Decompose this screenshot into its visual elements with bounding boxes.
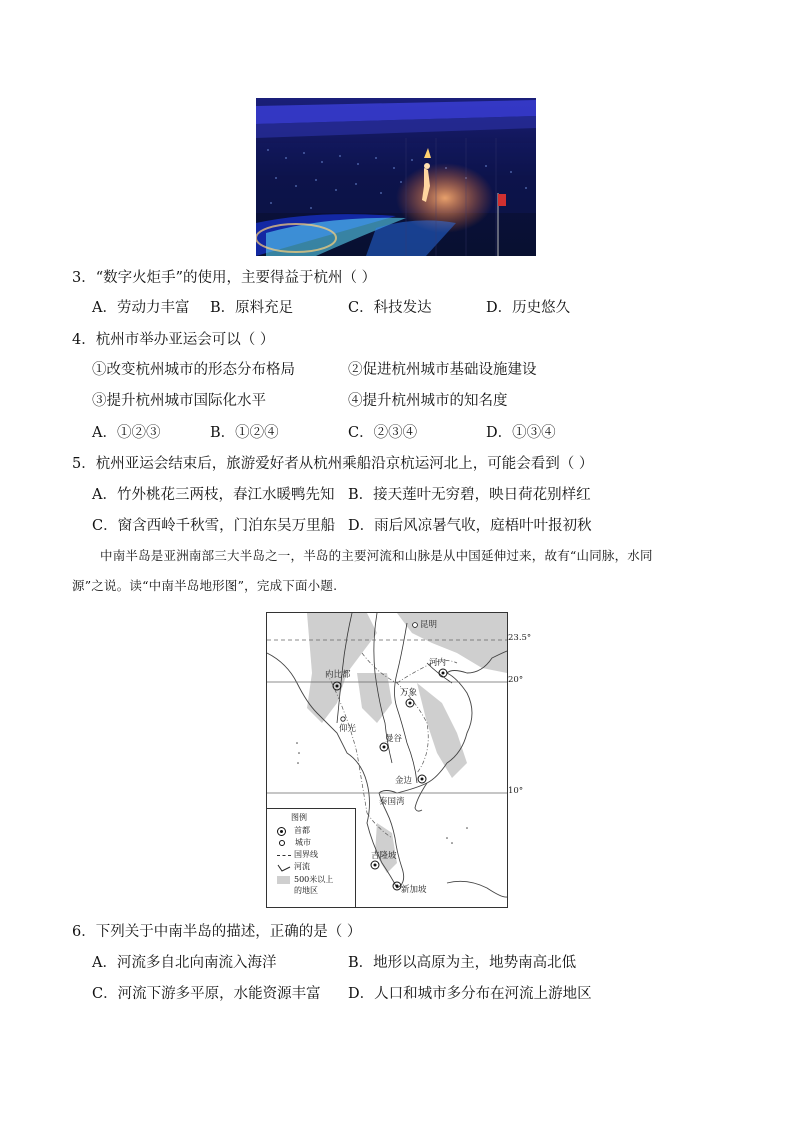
question-4-option-a: A．①②③ — [92, 425, 161, 441]
question-3-option-b: B．原料充足 — [210, 300, 294, 316]
indochina-terrain-map — [266, 612, 508, 908]
latitude-label-23-5: 23.5° — [508, 633, 532, 643]
legend-city-row: 城市 — [277, 837, 311, 848]
border-line-icon — [277, 855, 291, 856]
legend-highland-row: 500米以上 的地区 — [277, 874, 333, 896]
question-6-option-d: D．人口和城市多分布在河流上游地区 — [348, 986, 592, 1002]
highland-swatch-icon — [277, 876, 290, 884]
city-label-phnom-penh: 金边 — [395, 776, 413, 786]
question-5-option-b: B．接天莲叶无穷碧，映日荷花别样红 — [348, 487, 591, 503]
legend-capital-row: 首都 — [277, 825, 310, 836]
question-5-option-a: A．竹外桃花三两枝，春江水暖鸭先知 — [92, 487, 335, 503]
question-4-item-1: ①改变杭州城市的形态分布格局 — [92, 362, 295, 378]
question-6-option-a: A．河流多自北向南流入海洋 — [92, 955, 277, 971]
question-5-option-d: D．雨后风凉暑气收，庭梧叶叶报初秋 — [348, 518, 592, 534]
city-label-naypyidaw: 内比都 — [325, 670, 351, 680]
question-4-item-4: ④提升杭州城市的知名度 — [348, 393, 508, 409]
question-5-stem: 5．杭州亚运会结束后，旅游爱好者从杭州乘船沿京杭运河北上，可能会看到（ ） — [72, 456, 594, 472]
reading-passage — [72, 541, 722, 601]
map-legend — [267, 808, 356, 907]
capital-symbol-icon — [277, 827, 286, 836]
city-label-vientiane: 万象 — [400, 688, 418, 698]
question-4-item-3: ③提升杭州城市国际化水平 — [92, 393, 266, 409]
question-6-stem: 6．下列关于中南半岛的描述，正确的是（ ） — [72, 924, 362, 940]
question-4-option-d: D．①③④ — [486, 425, 556, 441]
question-3-option-c: C．科技发达 — [348, 300, 432, 316]
city-symbol-icon — [279, 840, 285, 846]
legend-title: 图例 — [291, 813, 307, 822]
city-label-kunming: 昆明 — [420, 620, 438, 630]
river-line-icon — [277, 864, 291, 870]
passage-line-1: 中南半岛是亚洲南部三大半岛之一，半岛的主要河流和山脉是从中国延伸过来，故有“山同脉，水同 — [100, 548, 653, 563]
question-3-stem: 3．“数字火炬手”的使用，主要得益于杭州（ ） — [72, 270, 377, 286]
latitude-label-10: 10° — [508, 786, 524, 796]
legend-border-row: 国界线 — [277, 849, 318, 860]
gulf-label-thailand: 泰国湾 — [379, 797, 405, 807]
question-4-item-2: ②促进杭州城市基础设施建设 — [348, 362, 537, 378]
city-label-bangkok: 曼谷 — [385, 734, 403, 744]
question-3-option-d: D．历史悠久 — [486, 300, 571, 316]
question-6-option-b: B．地形以高原为主，地势南高北低 — [348, 955, 577, 971]
question-4-option-b: B．①②④ — [210, 425, 279, 441]
question-5-option-c: C．窗含西岭千秋雪，门泊东吴万里船 — [92, 518, 336, 534]
question-6-option-c: C．河流下游多平原，水能资源丰富 — [92, 986, 321, 1002]
question-3-option-a: A．劳动力丰富 — [92, 300, 190, 316]
city-label-kuala-lumpur: 吉隆坡 — [371, 851, 397, 861]
question-4-stem: 4．杭州市举办亚运会可以（ ） — [72, 332, 275, 348]
city-label-singapore: 新加坡 — [401, 885, 427, 895]
stadium-torch-photo — [256, 98, 536, 256]
latitude-label-20: 20° — [508, 675, 524, 685]
passage-line-2: 源”之说。读“中南半岛地形图”，完成下面小题. — [72, 578, 338, 593]
legend-river-row: 河流 — [277, 861, 310, 872]
city-label-yangon: 仰光 — [339, 724, 357, 734]
question-4-option-c: C．②③④ — [348, 425, 418, 441]
city-label-hanoi: 河内 — [429, 658, 447, 668]
